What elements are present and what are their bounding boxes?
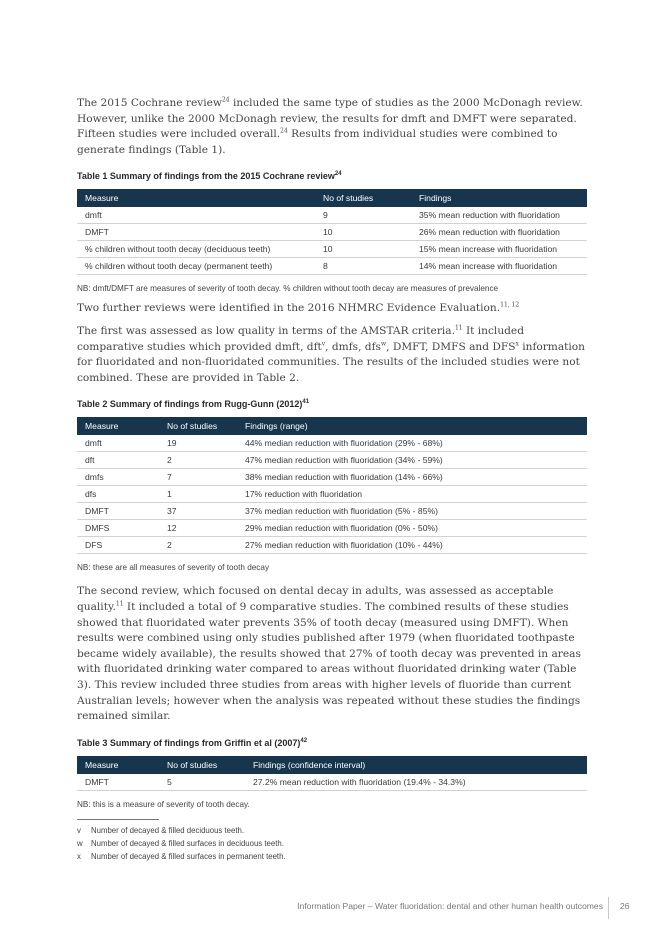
table-cell: DMFS	[77, 520, 159, 537]
table2-header-row	[77, 417, 587, 435]
table-cell: 29% median reduction with fluoridation (0% - 50%)	[237, 520, 587, 537]
table-cell: 35% mean reduction with fluoridation	[411, 207, 587, 224]
table-cell: dmft	[77, 435, 159, 452]
table-cell: 10	[315, 241, 411, 258]
table2-header-studies: No of studies	[167, 421, 218, 432]
table-cell: 44% median reduction with fluoridation (29% - 68%)	[237, 435, 587, 452]
table2-note: NB: these are all measures of severity of tooth decay	[77, 563, 270, 573]
table-cell: 5	[159, 774, 245, 791]
table-cell: 1	[159, 486, 237, 503]
footnote-w: w Number of decayed & filled surfaces in deciduous teeth.	[77, 838, 284, 848]
table-row	[77, 452, 587, 469]
table-row	[77, 241, 587, 258]
table3	[77, 756, 587, 791]
page-footer	[0, 897, 662, 919]
table1	[77, 189, 587, 275]
table2	[77, 417, 587, 554]
table3-header-studies: No of studies	[167, 759, 218, 770]
table-row	[77, 486, 587, 503]
table-cell: 47% median reduction with fluoridation (34% - 59%)	[237, 452, 587, 469]
table1-header-studies: No of studies	[323, 193, 374, 204]
table-row	[77, 774, 587, 791]
table-row	[77, 258, 587, 275]
footer-title: Information Paper – Water fluoridation: dental and other human health outcomes	[297, 901, 603, 911]
table1-header-measure: Measure	[85, 193, 119, 204]
table1-caption: Table 1 Summary of findings from the 2015 Cochrane review$^{24}$	[77, 171, 342, 182]
table3-header-row	[77, 756, 587, 774]
table-cell: 7	[159, 469, 237, 486]
table1-note: NB: dmft/DMFT are measures of severity of tooth decay. % children without tooth decay are measures of prevalence	[77, 284, 499, 294]
page-number: 26	[620, 901, 630, 911]
table3-header-findings: Findings (confidence interval)	[253, 759, 366, 770]
table-cell: 14% mean increase with fluoridation	[411, 258, 587, 275]
table-cell: 15% mean increase with fluoridation	[411, 241, 587, 258]
table-cell: dfs	[77, 486, 159, 503]
table2-caption: Table 2 Summary of findings from Rugg-Gunn $(2012)^{41}$	[77, 399, 310, 410]
table-row	[77, 224, 587, 241]
table-row	[77, 435, 587, 452]
table-cell: DMFT	[77, 224, 315, 241]
intro-paragraph: The 2015 Cochrane review$^{24}$ included the same type of studies as the 2000 McDonagh review. However, unlike the 2000 McDonagh review, the results for dmft and DMFT were separated. Fifteen studies were included overall.$^{24}$ Results from individual studies were combined to generate findings (Table 1).	[77, 96, 583, 156]
table-cell: 9	[315, 207, 411, 224]
table3-caption: Table 3 Summary of findings from Griffin et al $(2007)^{42}$	[77, 737, 308, 748]
table-row	[77, 537, 587, 554]
table-cell: 12	[159, 520, 237, 537]
table-cell: 27.2% mean reduction with fluoridation (19.4% - 34.3%)	[245, 774, 587, 791]
footnote-x: x Number of decayed & filled surfaces in permanent teeth.	[77, 851, 286, 861]
table-cell: dmft	[77, 207, 315, 224]
table-cell: 37% median reduction with fluoridation (5% - 85%)	[237, 503, 587, 520]
table-row	[77, 207, 587, 224]
table-cell: 26% mean reduction with fluoridation	[411, 224, 587, 241]
footnote-v: v Number of decayed & filled deciduous teeth.	[77, 825, 244, 835]
table-cell: 27% median reduction with fluoridation (10% - 44%)	[237, 537, 587, 554]
table-cell: DFS	[77, 537, 159, 554]
table1-header-row	[77, 189, 587, 207]
table1-header-findings: Findings	[419, 193, 452, 204]
table2-header-findings: Findings (range)	[245, 421, 308, 432]
table-cell: 8	[315, 258, 411, 275]
table-cell: 19	[159, 435, 237, 452]
footer-divider	[608, 897, 609, 919]
table-cell: 2	[159, 452, 237, 469]
table-cell: % children without tooth decay (deciduous teeth)	[77, 241, 315, 258]
table-cell: DMFT	[77, 503, 159, 520]
second-review-paragraph: The second review, which focused on dental decay in adults, was assessed as acceptable quality.$^{11}$ It included a total of 9 comparative studies. The combined results of these studies showed that fluoridated water prevents 35% of tooth decay (measured using DMFT). When results were combined using only studies published after 1979 (when fluoridated toothpaste became widely available), the results showed that 27% of tooth decay was prevented in areas with fluoridated drinking water compared to areas without fluoridated drinking water (Table 3). This review included three studies from areas with higher levels of fluoride than current Australian levels; however when the analysis was repeated without these studies the findings remained similar.	[77, 585, 581, 723]
footnote-divider	[77, 819, 159, 820]
table2-header-measure: Measure	[85, 421, 119, 432]
page-body	[77, 96, 587, 865]
table-cell: dmfs	[77, 469, 159, 486]
table-cell: % children without tooth decay (permanent teeth)	[77, 258, 315, 275]
table-cell: DMFT	[77, 774, 159, 791]
table-cell: 10	[315, 224, 411, 241]
table3-header-measure: Measure	[85, 759, 119, 770]
table-row	[77, 469, 587, 486]
table-row	[77, 520, 587, 537]
reviews-paragraph: Two further reviews were identified in the 2016 NHMRC Evidence Evaluation.$^{11, 12}$	[77, 301, 520, 315]
table-cell: 37	[159, 503, 237, 520]
first-review-paragraph: The first was assessed as low quality in terms of the AMSTAR criteria.$^{11}$ It included comparative studies which provided dmft, dft$^v$, dmfs, dfs$^w$, DMFT, DMFS and DFS$^x$ information for fluoridated and non-fluoridated communities. The results of the included studies were not combined. These are provided in Table 2.	[77, 324, 586, 384]
table-cell: 38% median reduction with fluoridation (14% - 66%)	[237, 469, 587, 486]
table-cell: dft	[77, 452, 159, 469]
table3-note: NB: this is a measure of severity of tooth decay.	[77, 799, 250, 809]
table-row	[77, 503, 587, 520]
table-cell: 17% reduction with fluoridation	[237, 486, 587, 503]
table-cell: 2	[159, 537, 237, 554]
